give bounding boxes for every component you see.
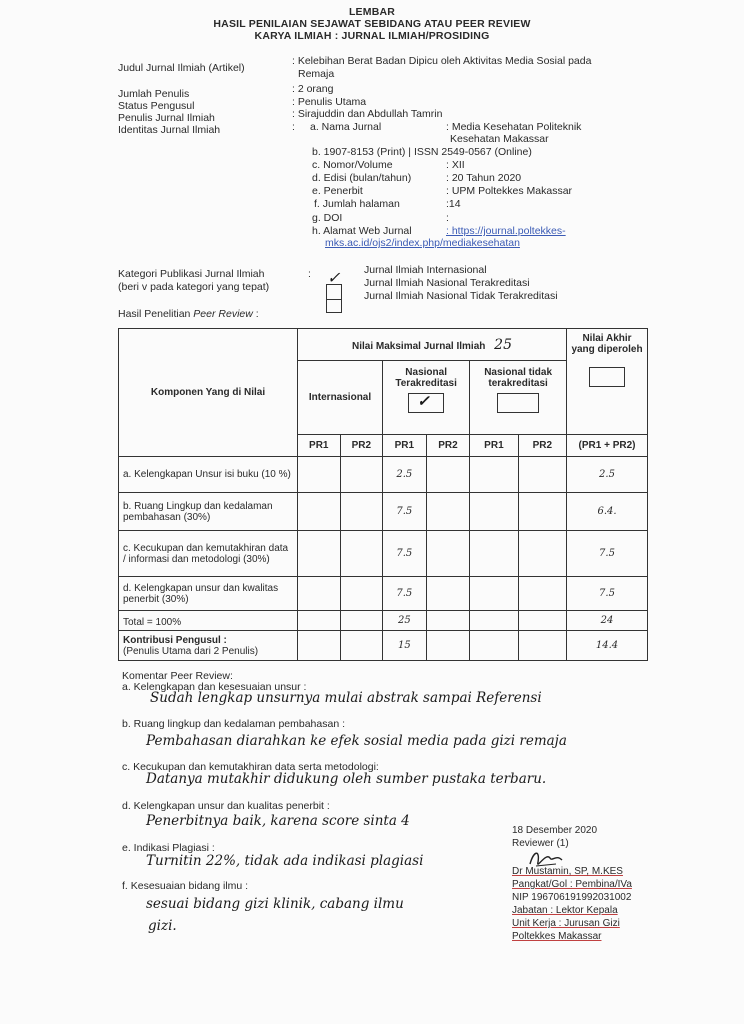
table-row [119, 531, 648, 577]
peer-review-table [118, 328, 648, 661]
kategori-check-mark: ✓ [327, 268, 341, 287]
komentar-title: Komentar Peer Review: [122, 670, 233, 682]
kategori-hint: (beri v pada kategori yang tepat) [118, 281, 270, 293]
nama-jurnal-label: a. Nama Jurnal [310, 121, 382, 133]
nasional-terakreditasi-box: ✓ [408, 393, 444, 413]
kontribusi-nilai-akhir: 14.4 [567, 631, 648, 661]
signature-nip: NIP 196706191992031002 [512, 892, 632, 903]
nomor-volume-label: c. Nomor/Volume [312, 159, 393, 171]
komentar-e-label: e. Indikasi Plagiasi : [122, 842, 215, 854]
komentar-a-label: a. Kelengkapan dan kesesuaian unsur : [122, 681, 307, 693]
identitas-label: Identitas Jurnal Ilmiah [118, 124, 221, 136]
komentar-c-hand: Datanya mutakhir didukung oleh sumber pustaka terbaru. [146, 771, 547, 787]
signature-unit: Unit Kerja : Jurusan Gizi [512, 918, 620, 929]
judul-value-2: Remaja [298, 68, 335, 80]
penulis-label: Penulis Jurnal Ilmiah [118, 112, 215, 124]
signature-jabatan: Jabatan : Lektor Kepala [512, 905, 618, 916]
kategori-option-tidak-terakreditasi: Jurnal Ilmiah Nasional Tidak Terakreditasi [364, 290, 558, 302]
nasional-terakreditasi-header: Nasional Terakreditasi ✓ [383, 361, 470, 435]
penerbit-label: e. Penerbit [312, 185, 363, 197]
signature-date: 18 Desember 2020 [512, 825, 598, 836]
komentar-a-hand: Sudah lengkap unsurnya mulai abstrak sampai Referensi [150, 690, 542, 706]
judul-value: : Kelebihan Berat Badan Dipicu oleh Aktivitas Media Sosial pada [292, 55, 592, 67]
kategori-box-tidak-terakreditasi[interactable] [326, 298, 342, 313]
jumlah-halaman-value: :14 [446, 198, 461, 210]
row-nilai-akhir: 7.5 [567, 531, 648, 577]
kategori-label: Kategori Publikasi Jurnal Ilmiah [118, 268, 265, 280]
komentar-f-hand-2: gizi. [148, 918, 177, 934]
issn-label: b. 1907-8153 (Print) | ISSN 2549-0567 (Online) [312, 146, 532, 158]
nas-pr1: PR1 [383, 435, 427, 457]
judul-label: Judul Jurnal Ilmiah (Artikel) [118, 62, 245, 74]
kategori-colon: : [308, 268, 311, 280]
hasil-penelitian-label: Hasil Penelitian Peer Review : [118, 308, 259, 320]
row-label: b. Ruang Lingkup dan kedalaman pembahasan (30%) [119, 493, 298, 531]
doi-value: : [446, 212, 449, 224]
total-nasional-pr1: 25 [383, 611, 427, 631]
doi-label: g. DOI [312, 212, 343, 224]
int-pr2: PR2 [340, 435, 383, 457]
table-row-total [119, 611, 648, 631]
signature-name: Dr Mustamin, SP, M.KES [512, 866, 623, 877]
table-row-kontribusi [119, 631, 648, 661]
kontribusi-label: Kontribusi Pengusul : (Penulis Utama dari 2 Penulis) [119, 631, 298, 661]
table-row [119, 493, 648, 531]
jumlah-penulis-label: Jumlah Penulis [118, 88, 190, 100]
komentar-d-label: d. Kelengkapan unsur dan kualitas penerbit : [122, 800, 330, 812]
komentar-f-hand: sesuai bidang gizi klinik, cabang ilmu [146, 896, 404, 912]
row-label: a. Kelengkapan Unsur isi buku (10 %) [119, 457, 298, 493]
row-nasional-pr1: 7.5 [383, 531, 427, 577]
nama-jurnal-value-2: Kesehatan Makassar [450, 133, 549, 145]
table-row [119, 577, 648, 611]
penulis-value: : Sirajuddin dan Abdullah Tamrin [292, 108, 443, 120]
jumlah-halaman-label: f. Jumlah halaman [314, 198, 400, 210]
nomor-volume-value: : XII [446, 159, 465, 171]
komentar-f-label: f. Kesesuaian bidang ilmu : [122, 880, 249, 892]
nasional-tidak-header: Nasional tidak terakreditasi [470, 361, 567, 435]
edisi-value: : 20 Tahun 2020 [446, 172, 522, 184]
kontribusi-nasional-pr1: 15 [383, 631, 427, 661]
kategori-option-internasional: Jurnal Ilmiah Internasional [364, 264, 487, 276]
signature-pangkat: Pangkat/Gol : Pembina/IVa [512, 879, 632, 890]
row-label: c. Kecukupan dan kemutakhiran data / informasi dan metodologi (30%) [119, 531, 298, 577]
signature-reviewer: Reviewer (1) [512, 838, 569, 849]
identitas-colon: : [292, 121, 295, 133]
nilai-maksimal-header: Nilai Maksimal Jurnal Ilmiah 25 [298, 329, 567, 361]
komentar-b-hand: Pembahasan diarahkan ke efek sosial media pada gizi remaja [146, 733, 567, 749]
header-lembar: LEMBAR [348, 6, 396, 18]
status-pengusul-label: Status Pengusul [118, 100, 195, 112]
sum-header: (PR1 + PR2) [567, 435, 648, 457]
nilai-akhir-header: Nilai Akhir yang diperoleh [567, 329, 648, 435]
row-nasional-pr1: 7.5 [383, 577, 427, 611]
int-pr1: PR1 [298, 435, 341, 457]
header-subtitle: KARYA ILMIAH : JURNAL ILMIAH/PROSIDING [254, 30, 490, 42]
nama-jurnal-value: : Media Kesehatan Politeknik [446, 121, 582, 133]
alamat-web-link-2[interactable]: mks.ac.id/ojs2/index.php/mediakesehatan [325, 237, 520, 249]
komentar-d-hand: Penerbitnya baik, karena score sinta 4 [146, 813, 410, 829]
row-nilai-akhir: 6.4. [567, 493, 648, 531]
nas-pr2: PR2 [426, 435, 470, 457]
komentar-b-label: b. Ruang lingkup dan kedalaman pembahasan : [122, 718, 345, 730]
header-title: HASIL PENILAIAN SEJAWAT SEBIDANG ATAU PEER REVIEW [213, 18, 531, 30]
row-nilai-akhir: 2.5 [567, 457, 648, 493]
status-pengusul-value: : Penulis Utama [292, 96, 367, 108]
total-label: Total = 100% [119, 611, 298, 631]
nilai-maksimal-hand: 25 [494, 336, 512, 353]
tidak-pr2: PR2 [518, 435, 566, 457]
nilai-akhir-box [589, 367, 625, 387]
penerbit-value: : UPM Poltekkes Makassar [446, 185, 573, 197]
jumlah-penulis-value: : 2 orang [292, 83, 334, 95]
tidak-pr1: PR1 [470, 435, 518, 457]
kategori-option-terakreditasi: Jurnal Ilmiah Nasional Terakreditasi [364, 277, 530, 289]
komentar-c-label: c. Kecukupan dan kemutakhiran data serta metodologi: [122, 761, 379, 773]
nasional-tidak-box [497, 393, 539, 413]
row-nilai-akhir: 7.5 [567, 577, 648, 611]
table-row [119, 457, 648, 493]
internasional-header: Internasional [298, 361, 383, 435]
signature-instansi: Poltekkes Makassar [512, 931, 602, 942]
row-nasional-pr1: 2.5 [383, 457, 427, 493]
row-label: d. Kelengkapan unsur dan kwalitas penerbit (30%) [119, 577, 298, 611]
komponen-header: Komponen Yang di Nilai [119, 329, 298, 457]
edisi-label: d. Edisi (bulan/tahun) [312, 172, 412, 184]
total-nilai-akhir: 24 [567, 611, 648, 631]
alamat-web-label: h. Alamat Web Jurnal [312, 225, 412, 237]
komentar-e-hand: Turnitin 22%, tidak ada indikasi plagiasi [146, 853, 424, 869]
alamat-web-link[interactable]: : https://journal.poltekkes- [446, 225, 566, 237]
row-nasional-pr1: 7.5 [383, 493, 427, 531]
